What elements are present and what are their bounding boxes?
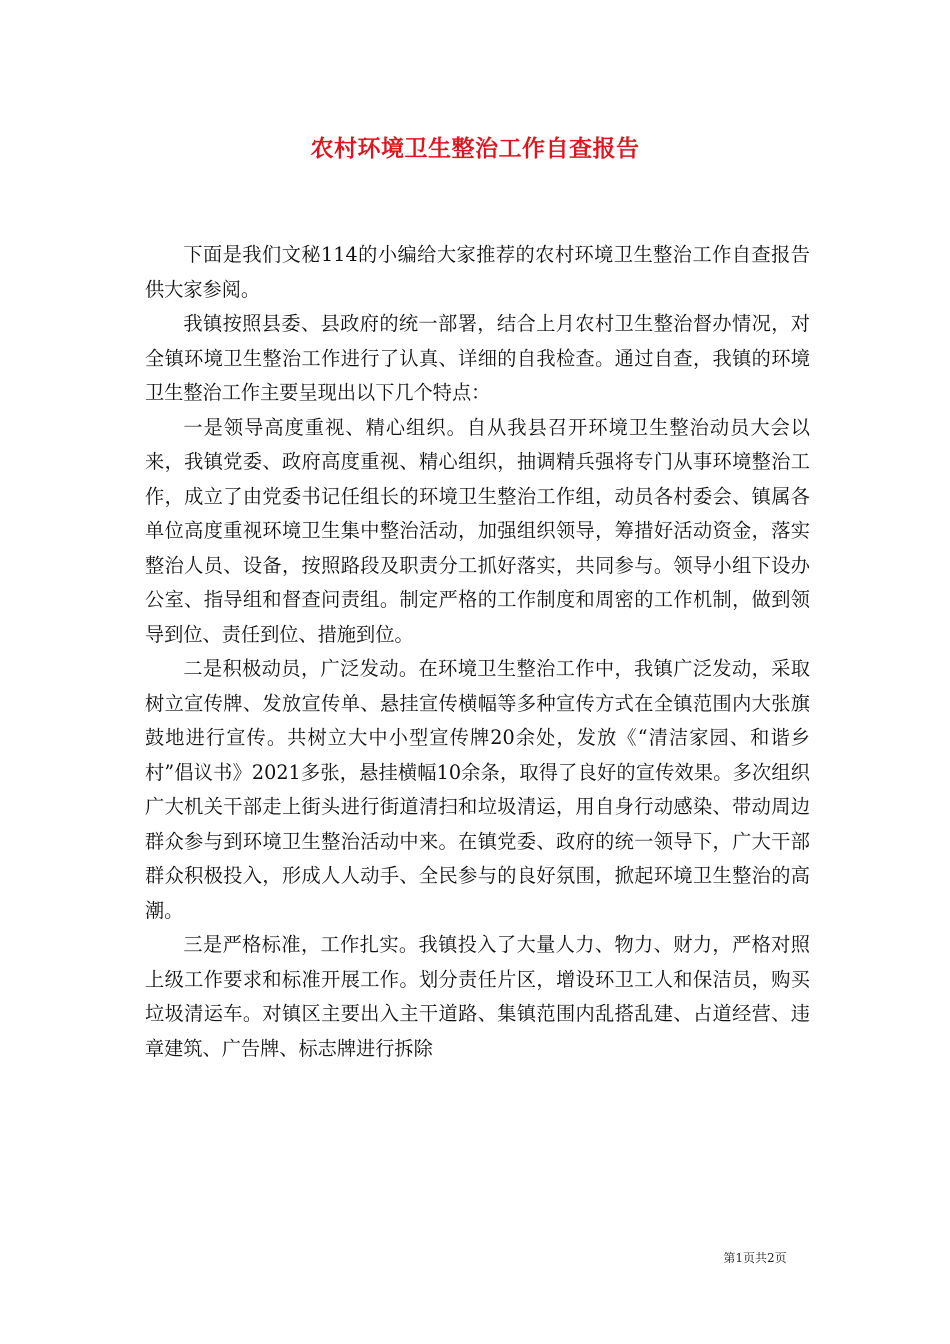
- page-footer: [0, 1249, 950, 1266]
- document-body: [145, 238, 810, 1066]
- paragraph-mobilization: 二是积极动员，广泛发动。在环境卫生整治工作中，我镇广泛发动，采取树立宣传牌、发放宣传单、悬挂宣传横幅等多种宣传方式在全镇范围内大张旗鼓地进行宣传。共树立大中小型宣传牌20余处，发放《“清洁家园、和谐乡村”倡议书》2021多张，悬挂横幅10余条，取得了良好的宣传效果。多次组织广大机关干部走上街头进行街道清扫和垃圾清运，用自身行动感染、带动周边群众参与到环境卫生整治活动中来。在镇党委、政府的统一领导下，广大干部群众积极投入，形成人人动手、全民参与的良好氛围，掀起环境卫生整治的高潮。: [145, 657, 810, 922]
- paragraph-standards: 三是严格标准，工作扎实。我镇投入了大量人力、物力、财力，严格对照上级工作要求和标准开展工作。划分责任片区，增设环卫工人和保洁员，购买垃圾清运车。对镇区主要出入主干道路、集镇范围内乱搭乱建、占道经营、违章建筑、广告牌、标志牌进行拆除: [145, 933, 810, 1060]
- page-number: 第1页共2页: [723, 1251, 787, 1265]
- paragraph-overview: 我镇按照县委、县政府的统一部署，结合上月农村卫生整治督办情况，对全镇环境卫生整治工作进行了认真、详细的自我检查。通过自查，我镇的环境卫生整治工作主要呈现出以下几个特点：: [145, 312, 810, 404]
- paragraph-intro: 下面是我们文秘114的小编给大家推荐的农村环境卫生整治工作自查报告供大家参阅。: [145, 243, 810, 301]
- paragraph-leadership: 一是领导高度重视、精心组织。自从我县召开环境卫生整治动员大会以来，我镇党委、政府高度重视、精心组织，抽调精兵强将专门从事环境整治工作，成立了由党委书记任组长的环境卫生整治工作组，动员各村委会、镇属各单位高度重视环境卫生集中整治活动，加强组织领导，筹措好活动资金，落实整治人员、设备，按照路段及职责分工抓好落实，共同参与。领导小组下设办公室、指导组和督查问责组。制定严格的工作制度和周密的工作机制，做到领导到位、责任到位、措施到位。: [145, 415, 810, 646]
- document-title: 农村环境卫生整治工作自查报告: [310, 135, 640, 162]
